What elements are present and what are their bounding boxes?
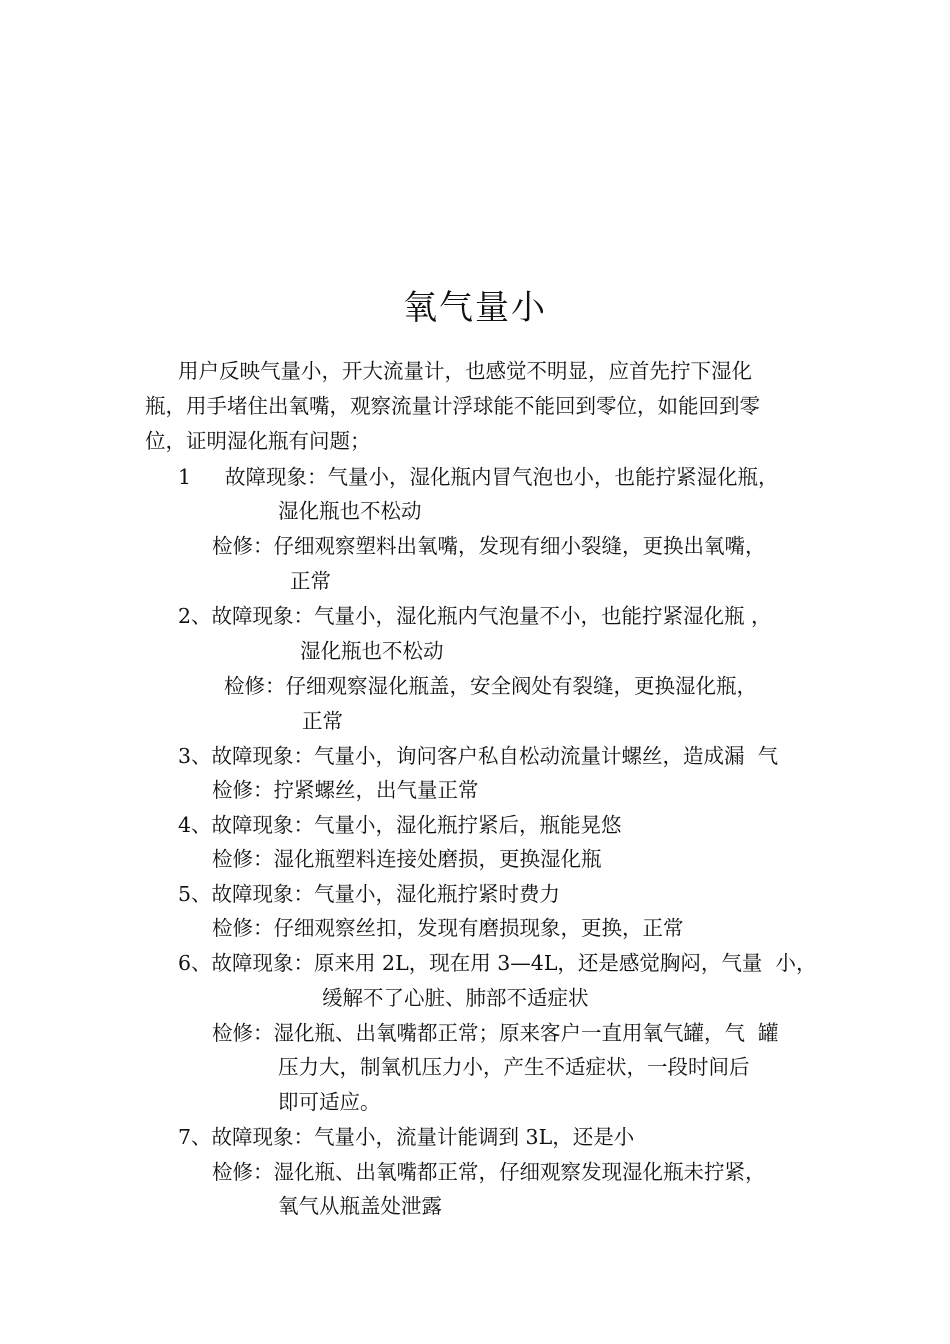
repair-line: 正常 bbox=[302, 709, 343, 733]
repair-line: 检修：湿化瓶、出氧嘴都正常；原来客户一直用氧气罐，气 罐 bbox=[212, 1021, 779, 1045]
repair-line: 检修：拧紧螺丝，出气量正常 bbox=[212, 778, 479, 802]
fault-line: 湿化瓶也不松动 bbox=[300, 639, 444, 663]
item-number: 1 bbox=[178, 465, 192, 489]
repair-line: 正常 bbox=[290, 569, 331, 593]
document-title: 氧气量小 bbox=[403, 288, 547, 328]
fault-line: 故障现象：气量小，湿化瓶内冒气泡也小，也能拧紧湿化瓶， bbox=[225, 465, 779, 489]
fault-line: 缓解不了心脏、肺部不适症状 bbox=[322, 986, 589, 1010]
repair-line: 检修：湿化瓶塑料连接处磨损，更换湿化瓶 bbox=[212, 847, 602, 871]
repair-line: 检修：仔细观察丝扣，发现有磨损现象，更换，正常 bbox=[212, 916, 684, 940]
fault-line: 4、故障现象：气量小，湿化瓶拧紧后，瓶能晃悠 bbox=[178, 813, 622, 837]
fault-line: 5、故障现象：气量小，湿化瓶拧紧时费力 bbox=[178, 882, 561, 906]
fault-line: 6、故障现象：原来用 2L，现在用 3—4L，还是感觉胸闷，气量 小， bbox=[178, 951, 817, 975]
intro-line: 瓶，用手堵住出氧嘴，观察流量计浮球能不能回到零位，如能回到零 bbox=[145, 394, 760, 418]
repair-line: 即可适应。 bbox=[278, 1090, 381, 1114]
repair-line: 检修：仔细观察塑料出氧嘴，发现有细小裂缝，更换出氧嘴， bbox=[212, 534, 766, 558]
repair-line: 检修：湿化瓶、出氧嘴都正常，仔细观察发现湿化瓶未拧紧， bbox=[212, 1160, 766, 1184]
intro-line: 用户反映气量小，开大流量计，也感觉不明显，应首先拧下湿化 bbox=[178, 359, 752, 383]
repair-line: 氧气从瓶盖处泄露 bbox=[278, 1194, 442, 1218]
fault-line: 2、故障现象：气量小，湿化瓶内气泡量不小，也能拧紧湿化瓶 ， bbox=[178, 604, 772, 628]
intro-line: 位，证明湿化瓶有问题； bbox=[145, 429, 371, 453]
fault-line: 7、故障现象：气量小，流量计能调到 3L，还是小 bbox=[178, 1125, 635, 1149]
fault-line: 湿化瓶也不松动 bbox=[278, 499, 422, 523]
repair-line: 压力大，制氧机压力小，产生不适症状，一段时间后 bbox=[278, 1055, 750, 1079]
fault-line: 3、故障现象：气量小，询问客户私自松动流量计螺丝，造成漏 气 bbox=[178, 744, 779, 768]
repair-line: 检修：仔细观察湿化瓶盖，安全阀处有裂缝，更换湿化瓶， bbox=[224, 674, 757, 698]
